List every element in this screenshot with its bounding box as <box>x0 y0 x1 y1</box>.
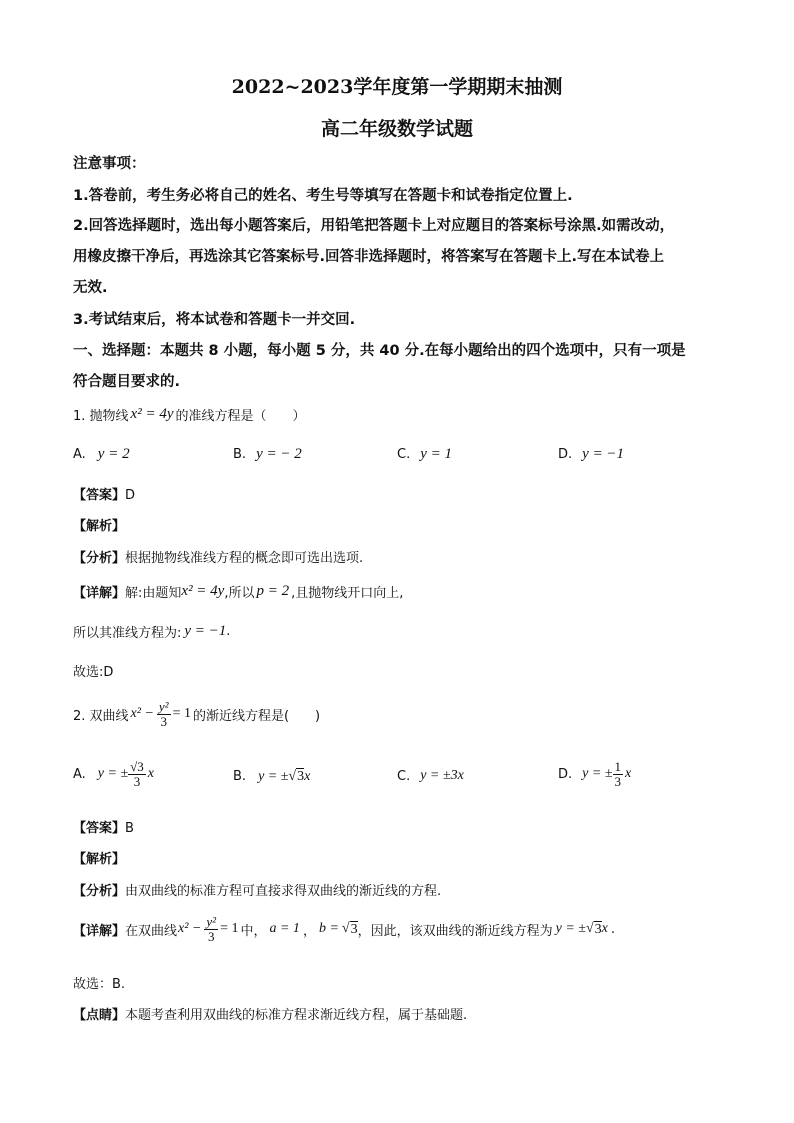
q1-detail-line-2 <box>73 622 230 641</box>
notice-item-3: 3.考试结束后，将本试卷和答题卡一并交回. <box>73 312 356 328</box>
q2-option-b-radical-icon: √ <box>288 768 297 784</box>
q2-answer <box>73 817 134 836</box>
q2-detail-b-pre: b = <box>318 921 339 937</box>
q2-detail-text-a: 在双曲线 <box>125 923 178 939</box>
notice-item-2-line-2: 用橡皮擦干净后，再选涂其它答案标号.回答非选择题时，将答案写在答题卡上.写在本试卷上 <box>73 249 665 265</box>
q2-option-b-post: x <box>304 768 311 784</box>
q2-detail-b-radicand: 3 <box>350 921 358 937</box>
q2-option-b-letter: B. <box>233 769 247 784</box>
question-2 <box>73 700 320 728</box>
notice-item-2-line-3: 无效. <box>73 280 108 296</box>
q2-option-d-den: 3 <box>614 773 622 789</box>
q2-detail-result-post: x <box>601 921 608 937</box>
q2-eq-x: x² − <box>130 706 154 722</box>
q1-fenxi <box>73 547 363 566</box>
q1-option-a <box>73 446 130 463</box>
q1-analysis-tag: 【解析】 <box>73 519 126 534</box>
q2-option-d-pre: y = ± <box>582 766 613 782</box>
q2-detail-text-c: ， <box>302 923 316 939</box>
q2-detail-text-b: 中， <box>240 923 267 939</box>
section-heading-line-1: 一、选择题：本题共 8 小题，每小题 5 分，共 40 分.在每小题给出的四个选项中，只有一项是 <box>73 343 686 359</box>
q2-detail-text-d: ，因此，该双曲线的渐近线方程为 <box>357 923 553 939</box>
q2-option-d-fraction <box>613 760 624 788</box>
notice-item-1: 1.答卷前，考生务必将自己的姓名、考生号等填写在答题卡和试卷指定位置上. <box>73 188 573 204</box>
q2-option-a <box>73 760 154 788</box>
q2-option-b-pre: y = ± <box>258 768 289 784</box>
q2-option-d-num: 1 <box>614 759 622 774</box>
q2-detail-result-radical-icon: √ <box>585 921 594 937</box>
q1-choose: 故选:D <box>73 665 114 680</box>
q2-option-a-num: √3 <box>130 759 144 774</box>
q2-option-c-letter: C. <box>397 768 411 784</box>
notice-heading: 注意事项： <box>73 156 146 172</box>
q2-detail-result-radicand: 3 <box>594 921 602 937</box>
q2-option-b-radicand: 3 <box>297 769 305 784</box>
q1-detail <box>73 582 403 601</box>
q1-detail-text-c: ,且抛物线开口向上, <box>291 586 404 601</box>
q2-detail-b-radical-icon: √ <box>341 921 350 937</box>
q2-detail-tag: 【详解】 <box>73 923 126 939</box>
q2-comment-text: 本题考查利用双曲线的标准方程求渐近线方程，属于基础题. <box>125 1008 468 1023</box>
exam-title: 2022~2023学年度第一学期期末抽测 <box>231 76 563 98</box>
q2-detail-end: . <box>610 921 616 937</box>
q2-detail <box>73 915 615 943</box>
q1-detail-eq-1: x² = 4y <box>181 583 225 599</box>
q2-fenxi-text: 由双曲线的标准方程可直接求得双曲线的渐近线的方程. <box>125 884 442 899</box>
q2-option-d <box>558 760 631 788</box>
q2-option-a-post: x <box>147 766 155 782</box>
q2-option-a-fraction <box>128 760 146 788</box>
q1-option-b <box>233 446 302 463</box>
q1-option-c-value: y = 1 <box>420 446 452 462</box>
q1-detail-eq-2: p = 2 <box>256 583 290 599</box>
q1-detail-text-b: ,所以 <box>224 586 255 601</box>
q1-detail-text-a: 解:由题知 <box>125 586 182 601</box>
q2-detail-eq-den: 3 <box>207 928 215 944</box>
q1-option-b-value: y = − 2 <box>256 446 302 462</box>
question-1-suffix: 的准线方程是（ ） <box>175 409 306 424</box>
q1-option-d <box>558 446 624 463</box>
q1-option-a-letter: A. <box>73 447 86 462</box>
q1-option-d-letter: D. <box>558 447 573 462</box>
q2-eq-den: 3 <box>160 713 167 729</box>
q1-option-d-value: y = −1 <box>582 446 625 462</box>
q2-fenxi <box>73 880 441 899</box>
q2-detail-eq-num: y² <box>206 914 217 929</box>
q2-option-d-post: x <box>625 766 632 782</box>
q2-option-a-pre: y = ± <box>97 766 129 782</box>
q1-detail-line-2-text: 所以其准线方程为: <box>73 626 182 641</box>
q2-detail-result-pre: y = ± <box>555 921 586 937</box>
section-heading-line-2: 符合题目要求的. <box>73 374 181 390</box>
q2-comment-tag: 【点睛】 <box>73 1008 126 1023</box>
notice-item-2-line-1: 2.回答选择题时，选出每小题答案后，用铅笔把答题卡上对应题目的答案标号涂黑.如需改动， <box>73 218 675 234</box>
q2-eq-rhs: = 1 <box>172 706 191 722</box>
q2-choose: 故选：B. <box>73 977 126 992</box>
q2-detail-eq-fraction <box>204 915 218 943</box>
q1-answer-value: D <box>125 488 136 503</box>
question-1-prefix: 1. 抛物线 <box>73 409 129 424</box>
q1-option-c <box>397 446 452 463</box>
q1-option-b-letter: B. <box>233 447 247 462</box>
q2-answer-value: B <box>125 821 134 836</box>
q2-option-c <box>397 768 464 784</box>
q2-option-a-letter: A. <box>73 766 86 782</box>
q1-answer-tag: 【答案】 <box>73 488 126 503</box>
q2-option-d-letter: D. <box>558 766 573 782</box>
q2-detail-a-eq: a = 1 <box>269 921 300 937</box>
q2-option-b <box>233 768 310 785</box>
q1-answer <box>73 484 135 503</box>
q1-detail-tag: 【详解】 <box>73 586 126 601</box>
q1-detail-eq-3: y = −1 <box>184 623 227 639</box>
q1-detail-end: . <box>226 624 231 639</box>
q2-detail-eq-x: x² − <box>178 921 202 937</box>
q2-eq-num: y² <box>158 699 169 714</box>
q1-option-c-letter: C. <box>397 447 411 462</box>
question-2-prefix: 2. 双曲线 <box>73 708 129 724</box>
q1-fenxi-tag: 【分析】 <box>73 551 126 566</box>
question-2-suffix: 的渐近线方程是( ) <box>192 708 321 724</box>
question-1 <box>73 405 306 424</box>
q2-detail-eq-rhs: = 1 <box>220 921 239 937</box>
q2-option-a-den: 3 <box>133 773 141 789</box>
q1-option-a-value: y = 2 <box>97 446 130 462</box>
exam-subtitle: 高二年级数学试题 <box>320 118 473 140</box>
question-1-equation: x² = 4y <box>130 406 174 422</box>
q2-eq-fraction <box>157 700 171 728</box>
q2-fenxi-tag: 【分析】 <box>73 884 126 899</box>
q2-option-c-value: y = ±3x <box>420 768 464 783</box>
q2-analysis-tag: 【解析】 <box>73 852 126 867</box>
q2-comment <box>73 1004 467 1023</box>
q2-answer-tag: 【答案】 <box>73 821 126 836</box>
q1-fenxi-text: 根据抛物线准线方程的概念即可选出选项. <box>125 551 364 566</box>
